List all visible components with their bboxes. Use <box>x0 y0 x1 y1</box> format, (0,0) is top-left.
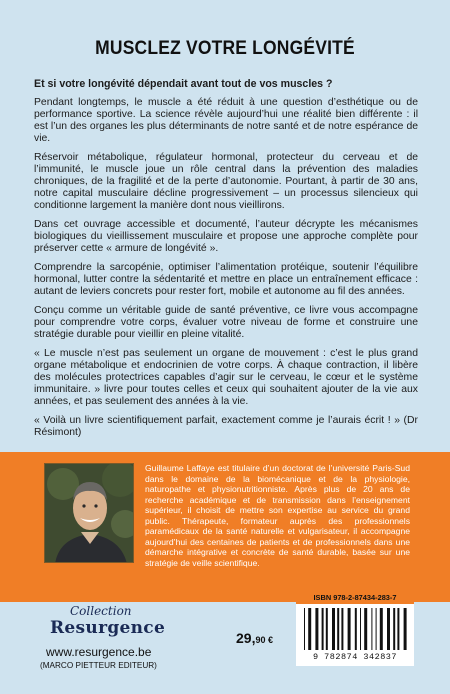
author-portrait-icon <box>45 464 134 563</box>
barcode-stripe <box>371 608 372 650</box>
paragraph-5: Conçu comme un véritable guide de santé préventive, ce livre vous accompagne pour comprendre votre corps, évaluer votre niveau de forme et construire une stratégie durable pour vieillir en pleine vitalité. <box>34 304 418 341</box>
barcode-stripe <box>397 608 399 650</box>
lead-question: Et si votre longévité dépendait avant tout de vos muscles ? <box>34 78 333 90</box>
logo-name-text: Resurgence <box>50 618 166 638</box>
barcode-stripe <box>376 608 377 650</box>
publisher-name: (MARCO PIETTEUR EDITEUR) <box>40 661 157 670</box>
barcode-stripe <box>360 608 361 650</box>
barcode-stripe <box>332 608 335 650</box>
paragraph-6: « Le muscle n’est pas seulement un organe de mouvement : c’est le plus grand organe métabolique et endocrinien de votre corps. À chaque contraction, il libère des molécules protectrices capables d’agir sur le cerveau, le cœur et le système immunitaire. » livre pour toutes celles et ceux qui souhaitent ajouter de la vie aux années, et pas seulement des années à la vie. <box>34 347 418 408</box>
price-cents: 90 € <box>255 635 273 645</box>
book-title: MUSCLEZ VOTRE LONGÉVITÉ <box>95 38 355 59</box>
barcode-stripe <box>355 608 357 650</box>
paragraph-1: Pendant longtemps, le muscle a été réduit à une question d’esthétique ou de performance sportive. La science révèle aujourd’hui une réalité bien différente : il est l’un des organes les plus déterminants de notre santé et de notre espérance de vie. <box>34 97 418 145</box>
barcode-stripe <box>326 608 328 650</box>
barcode-stripe <box>348 608 351 650</box>
barcode-stripe <box>380 608 383 650</box>
logo-collection-text: Collection <box>70 604 132 618</box>
back-cover-text <box>34 78 418 446</box>
paragraph-4: Comprendre la sarcopénie, optimiser l’alimentation protéique, soutenir l’équilibre hormonal, lutter contre la sédentarité et mettre en place un entraînement efficace : autant de leviers concrets pour rester fort, mobile et autonome au fil des années. <box>34 262 418 298</box>
barcode-stripe <box>322 608 324 650</box>
paragraph-3: Dans cet ouvrage accessible et documenté, l’auteur décrypte les mécanismes biologiques du vieillissement musculaire et propose une approche complète pour préserver cette « armure de longévité ». <box>34 219 418 255</box>
barcode-stripe <box>304 608 305 650</box>
barcode-stripe <box>364 608 367 650</box>
barcode-stripe <box>404 608 407 650</box>
barcode <box>296 604 414 666</box>
barcode-stripe <box>393 608 395 650</box>
barcode-stripe <box>341 608 343 650</box>
barcode-stripe <box>387 608 390 650</box>
author-biography: Guillaume Laffaye est titulaire d’un doctorat de l’université Paris-Sud dans le domaine de la biomécanique et de la physiologie, naturopathe et physionutritionniste. Après plus de 20 ans de recherche académique et de transmission dans l’enseignement supérieur, il choisit de mettre son expertise au service du grand public. Thérapeute, formateur auprès des professionnels paramédicaux de la santé naturelle et vulgarisateur, il accompagne aujourd’hui des centaines de patients et de professionnels dans une démarche intégrative et concrète de santé durable, basée sur une stratégie de veille scientifique. <box>145 463 410 568</box>
barcode-stripe <box>308 608 311 650</box>
website-link[interactable]: www.resurgence.be <box>46 645 152 659</box>
paragraph-2: Réservoir métabolique, régulateur hormonal, protecteur du cerveau et de l’immunité, le muscle joue un rôle central dans la prévention des maladies chroniques, de la fragilité et de la perte d’autonomie. Pourtant, à partir de 30 ans, notre capital musculaire décline progressivement – un processus silencieux qui conditionne largement la manière dont nous vieillirons. <box>34 152 418 212</box>
barcode-stripe <box>337 608 339 650</box>
barcode-icon <box>302 608 408 652</box>
publisher-logo <box>40 604 170 646</box>
isbn-label: ISBN 978-2-87434-283-7 <box>296 592 414 604</box>
author-photo <box>44 463 134 563</box>
barcode-number: 9 782874 342837 <box>312 652 397 662</box>
price-main: 29, <box>236 630 256 646</box>
price <box>236 630 273 646</box>
barcode-stripe <box>315 608 318 650</box>
paragraph-7: « Voilà un livre scientifiquement parfait, exactement comme je l’aurais écrit ! » (Dr Résimont) <box>34 414 418 438</box>
